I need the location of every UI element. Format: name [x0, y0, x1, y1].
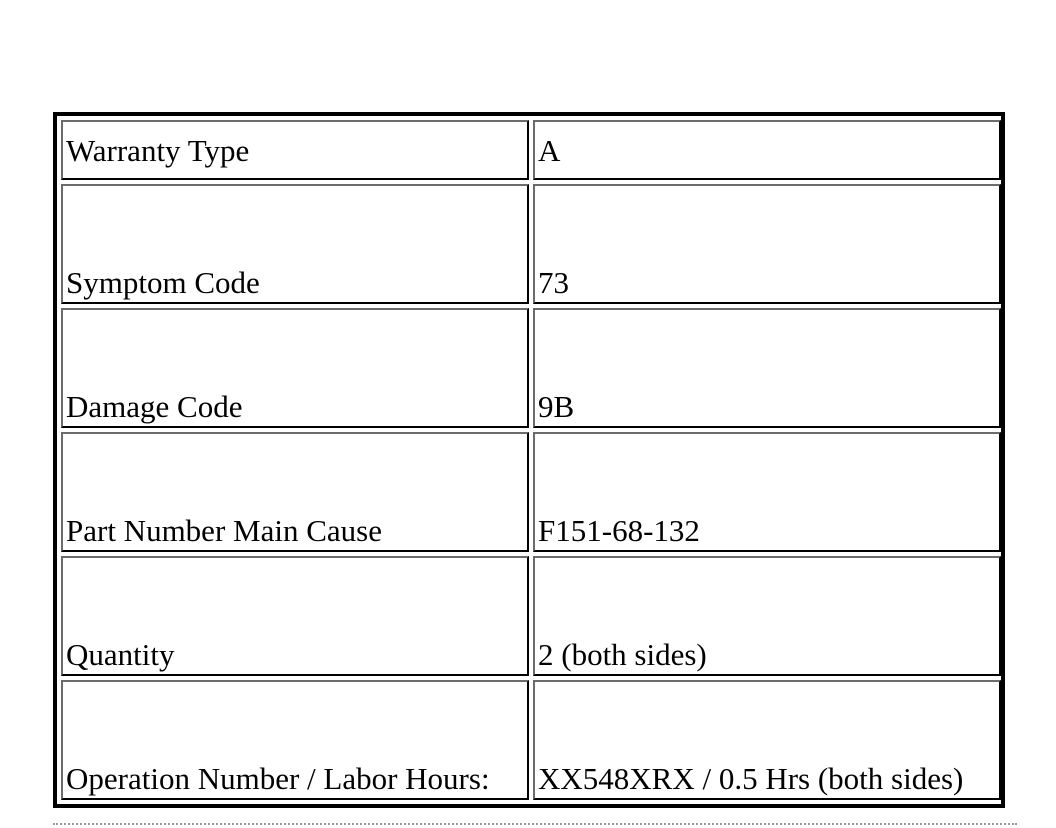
operation-labor-value: XX548XRX / 0.5 Hrs (both sides)	[533, 680, 1001, 800]
symptom-code-value: 73	[533, 184, 1001, 304]
warranty-type-label: Warranty Type	[61, 120, 529, 180]
damage-code-label: Damage Code	[61, 308, 529, 428]
quantity-value: 2 (both sides)	[533, 556, 1001, 676]
quantity-label: Quantity	[61, 556, 529, 676]
warranty-table	[53, 112, 1005, 808]
warranty-type-value: A	[533, 120, 1001, 180]
bottom-divider	[53, 823, 1017, 825]
part-number-label: Part Number Main Cause	[61, 432, 529, 552]
part-number-value: F151-68-132	[533, 432, 1001, 552]
warranty-table-grid	[61, 120, 997, 800]
damage-code-value: 9B	[533, 308, 1001, 428]
operation-labor-label: Operation Number / Labor Hours:	[61, 680, 529, 800]
symptom-code-label: Symptom Code	[61, 184, 529, 304]
